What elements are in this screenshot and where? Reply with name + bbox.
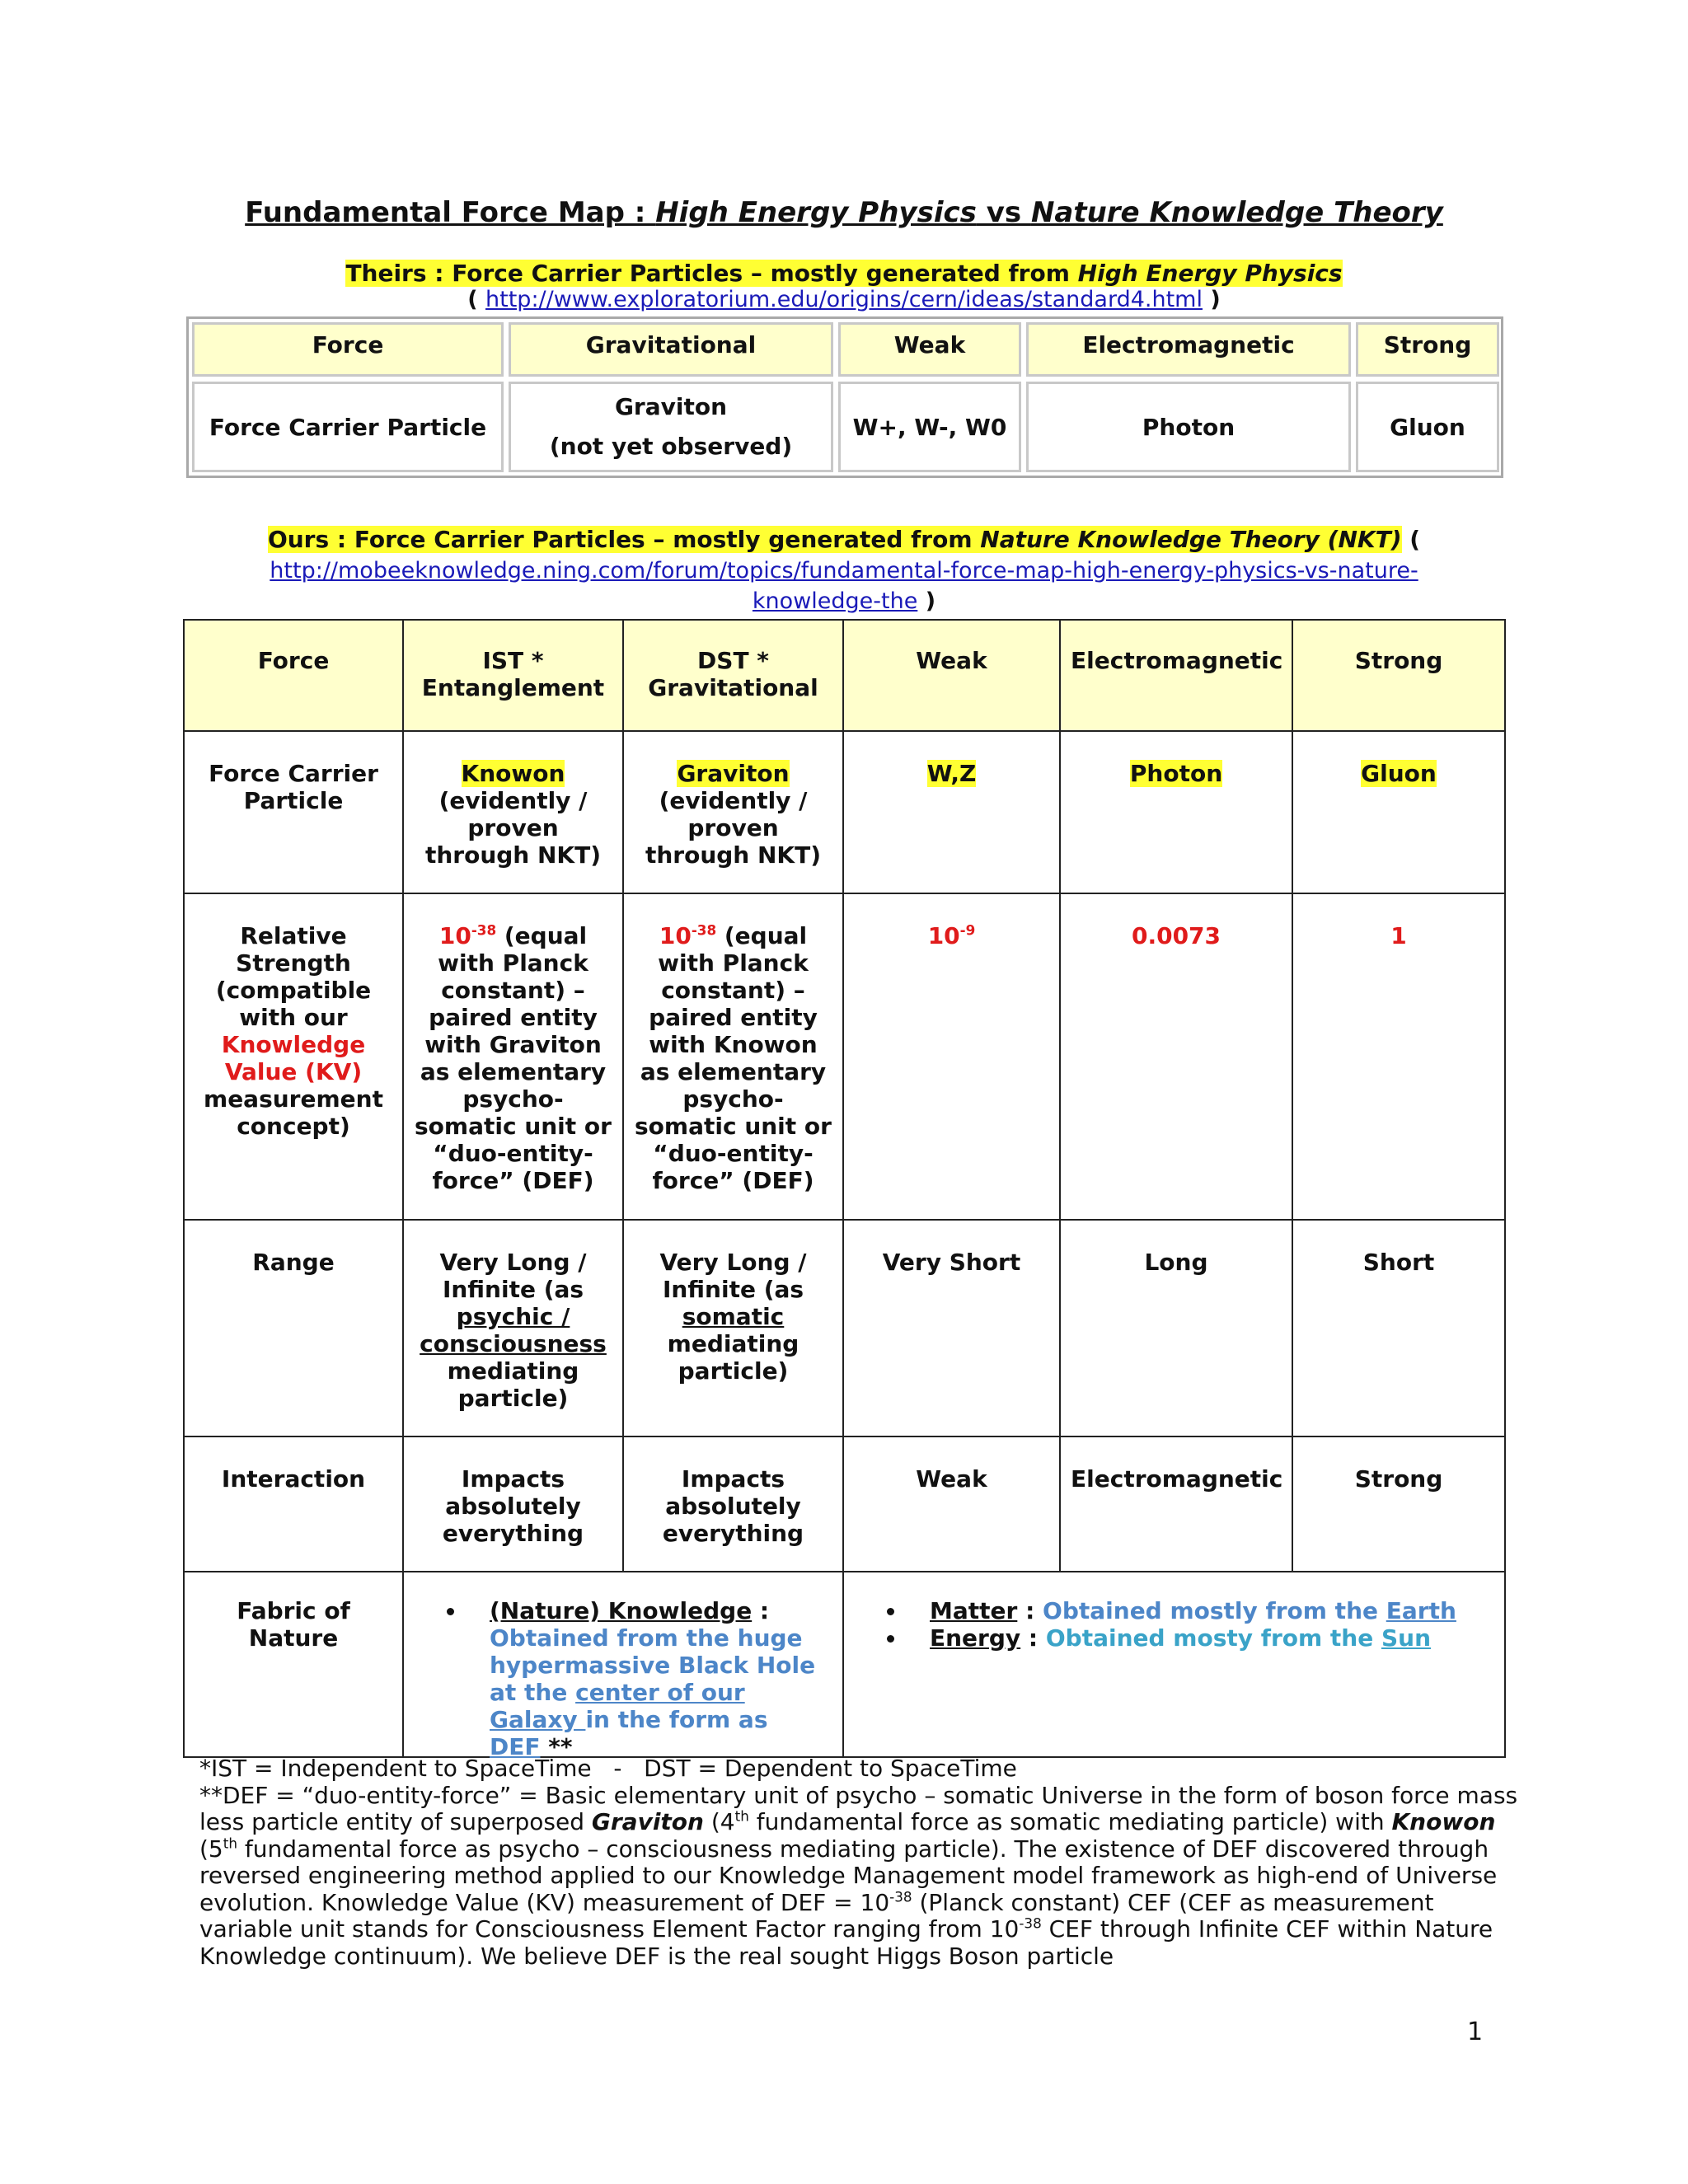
matter-bullet: • Matter : Obtained mostly from the Earth [907, 1597, 1488, 1624]
theirs-header-weak: Weak [838, 322, 1021, 377]
ist-strength-value: $10^{-38}$ [438, 921, 497, 949]
theirs-row-label: Force Carrier Particle [192, 382, 504, 472]
wz-label: W,Z [926, 760, 977, 787]
ours-range-ist: Very Long / Infinite (as psychic / consciousness mediating particle) [402, 1219, 624, 1437]
ours-fabric-matter-energy [842, 1571, 1506, 1758]
ours-strength-dst: $10^{-38}$ (equal with Planck constant) – paired entity with Knowon as elementary psycho-somatic unit or “duo-entity-force” (DEF) [622, 893, 844, 1221]
ours-source-line1 [0, 558, 1688, 583]
ours-header-weak: Weak [842, 619, 1061, 732]
ours-range-strong: Short [1292, 1219, 1506, 1437]
ours-interaction-weak: Weak [842, 1436, 1061, 1572]
footnote-ist-dst: *IST = Independent to SpaceTime - DST = Dependent to SpaceTime [199, 1755, 1017, 1782]
theirs-strong-cell: Gluon [1356, 382, 1499, 472]
graviton-label: Graviton [677, 760, 790, 787]
dst-strength-value: $10^{-38}$ [659, 921, 717, 949]
ours-strength-em: 0.0073 [1059, 893, 1293, 1221]
page-number: 1 [1467, 2018, 1484, 2046]
theirs-graviton: Graviton [614, 393, 728, 420]
footnotes [199, 1755, 1518, 1970]
theirs-weak-cell: W+, W-, W0 [838, 382, 1021, 472]
ours-heading: Ours : Force Carrier Particles – mostly generated from Nature Knowledge Theory (NKT) ( [267, 526, 1421, 553]
ours-range-dst: Very Long / Infinite (as somatic mediating particle) [622, 1219, 844, 1437]
earth-link[interactable]: Earth [1386, 1597, 1456, 1624]
ours-source-line2: knowledge-the ) [752, 588, 936, 614]
ours-header-electromagnetic: Electromagnetic [1059, 619, 1293, 732]
knowledge-bullet: • (Nature) Knowledge : Obtained from the huge hypermassive Black Hole at the center of our Galaxy in the form as DEF ** [467, 1597, 826, 1760]
def-link[interactable]: DEF [490, 1733, 541, 1760]
knowon-label: Knowon [461, 760, 565, 787]
ours-interaction-strong: Strong [1292, 1436, 1506, 1572]
ours-strength-weak: $10^{-9}$ [842, 893, 1061, 1221]
energy-bullet: • Energy : Obtained mosty from the Sun [907, 1624, 1488, 1652]
ours-strength-ist: $10^{-38}$ (equal with Planck constant) – paired entity with Graviton as elementary psycho-somatic unit or “duo-entity-force” (DEF) [402, 893, 624, 1221]
graviton-note: (evidently / proven through NKT) [645, 787, 822, 869]
page-title: Fundamental Force Map : High Energy Physics vs Nature Knowledge Theory [245, 196, 1443, 229]
theirs-header-gravitational: Gravitational [509, 322, 833, 377]
theirs-heading: Theirs : Force Carrier Particles – mostly generated from High Energy Physics [345, 260, 1343, 287]
ours-carrier-weak [842, 730, 1061, 894]
theirs-source: ( http://www.exploratorium.edu/origins/cern/ideas/standard4.html ) [467, 287, 1221, 312]
ours-table [183, 619, 1506, 1758]
ours-strength-label: Relative Strength (compatible with our Knowledge Value (KV) measurement concept) [183, 893, 404, 1221]
ours-source-link[interactable]: http://mobeeknowledge.ning.com/forum/topics/fundamental-force-map-high-energy-physics-vs-nature- [270, 558, 1418, 583]
ours-interaction-em: Electromagnetic [1059, 1436, 1293, 1572]
theirs-header-strong: Strong [1356, 322, 1499, 377]
ours-header-ist: IST * Entanglement [402, 619, 624, 732]
kv-term: Knowledge Value (KV) [221, 1031, 366, 1085]
sun-link[interactable]: Sun [1381, 1624, 1432, 1652]
ours-range-label: Range [183, 1219, 404, 1437]
ours-carrier-strong [1292, 730, 1506, 894]
ours-strength-strong: 1 [1292, 893, 1506, 1221]
ours-range-em: Long [1059, 1219, 1293, 1437]
theirs-graviton-cell [509, 382, 833, 472]
theirs-em-cell: Photon [1026, 382, 1351, 472]
ours-interaction-label: Interaction [183, 1436, 404, 1572]
ours-interaction-dst: Impacts absolutely everything [622, 1436, 844, 1572]
ours-carrier-dst [622, 730, 844, 894]
ours-source-link-cont[interactable]: knowledge-the [752, 588, 918, 614]
ours-carrier-em [1059, 730, 1293, 894]
theirs-graviton-note: (not yet observed) [549, 433, 793, 460]
theirs-table [186, 316, 1503, 478]
theirs-header-force: Force [192, 322, 504, 377]
theirs-source-link[interactable]: http://www.exploratorium.edu/origins/cern/ideas/standard4.html [485, 287, 1203, 312]
ours-carrier-ist [402, 730, 624, 894]
ours-header-dst: DST * Gravitational [622, 619, 844, 732]
ours-fabric-label: Fabric of Nature [183, 1571, 404, 1758]
ours-range-weak: Very Short [842, 1219, 1061, 1437]
center-of-galaxy-link[interactable]: center of our Galaxy [490, 1679, 745, 1733]
footnote-def: **DEF = “duo-entity-force” = Basic elementary unit of psycho – somatic Universe in the form of boson force mass less particle entity of superposed Graviton (4th fundamental force as somatic mediating particle) with Knowon (5th fundamental force as psycho – consciousness mediating particle). The existence of DEF discovered through reversed engineering method applied to our Knowledge Management model framework as high-end of Universe evolution. Knowledge Value (KV) measurement of DEF = $10^{-38}$ (Planck constant) CEF (CEF as measurement variable unit stands for Consciousness Element Factor ranging from $10^{-38}$ CEF through Infinite CEF within Nature Knowledge continuum). We believe DEF is the real sought Higgs Boson particle [199, 1781, 1518, 1970]
knowon-note: (evidently / proven through NKT) [424, 787, 602, 869]
ours-header-strong: Strong [1292, 619, 1506, 732]
ours-fabric-knowledge [402, 1571, 844, 1758]
ours-interaction-ist: Impacts absolutely everything [402, 1436, 624, 1572]
photon-label: Photon [1129, 760, 1223, 787]
theirs-header-electromagnetic: Electromagnetic [1026, 322, 1351, 377]
ours-header-force: Force [183, 619, 404, 732]
gluon-label: Gluon [1361, 760, 1437, 787]
ours-carrier-label: Force Carrier Particle [183, 730, 404, 894]
